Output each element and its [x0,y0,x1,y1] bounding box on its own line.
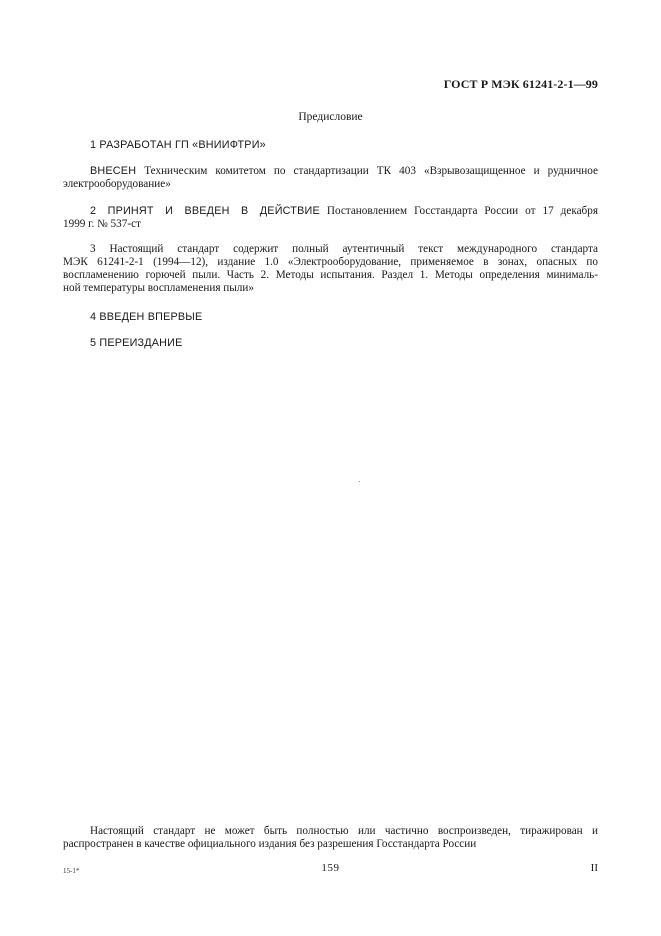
copyright-notice-line-1: Настоящий стандарт не может быть полностью или частично воспроизведен, тиражирован и [90,825,598,837]
section-3-line-4: ной температуры воспламенения пыли» [63,282,254,294]
section-2-line-2: 1999 г. № 537-ст [63,218,141,230]
section-5 [63,337,598,350]
section-3 [63,243,598,295]
section-1-submitted-line-2: электрооборудование» [63,178,171,190]
section-2-line-1 [63,205,598,218]
section-1-label: 1 РАЗРАБОТАН [90,139,172,151]
section-1 [63,139,598,152]
section-5-label: 5 ПЕРЕИЗДАНИЕ [90,337,183,349]
section-2-text: Постановлением Госстандарта России от 17 декабря [319,205,598,217]
section-1-submitted [63,165,598,191]
footer-signature-mark: 15-1* [63,867,80,875]
scan-speck [359,481,360,482]
section-1-submitted-label: ВНЕСЕН [90,165,137,177]
section-4 [63,311,598,324]
copyright-notice-line-2: распространен в качестве официального издания без разрешения Госстандарта России [63,838,477,850]
section-2-label: 2 ПРИНЯТ И ВВЕДЕН В ДЕЙСТВИЕ [90,205,320,217]
foreword-title: Предисловие [298,111,363,123]
page-number: 159 [321,862,340,874]
section-1-text: ГП «ВНИИФТРИ» [171,139,266,151]
section-3-line-3: воспламенению горючей пыли. Часть 2. Методы испытания. Раздел 1. Методы определения минималь- [63,269,598,281]
section-2 [63,205,598,231]
section-1-submitted-text: Техническим комитетом по стандартизации ТК 403 «Взрывозащищенное и рудничное [136,165,598,177]
section-4-label: 4 ВВЕДЕН ВПЕРВЫЕ [90,311,203,323]
section-1-submitted-line-1 [63,165,598,178]
document-code-header: ГОСТ Р МЭК 61241-2-1—99 [443,77,598,91]
roman-page-number: II [590,862,598,874]
section-3-line-2: МЭК 61241-2-1 (1994—12), издание 1.0 «Электрооборудование, применяемое в зонах, опасных по [63,256,598,268]
copyright-notice [63,825,598,851]
section-3-line-1: 3 Настоящий стандарт содержит полный аутентичный текст международного стандарта [90,243,598,255]
